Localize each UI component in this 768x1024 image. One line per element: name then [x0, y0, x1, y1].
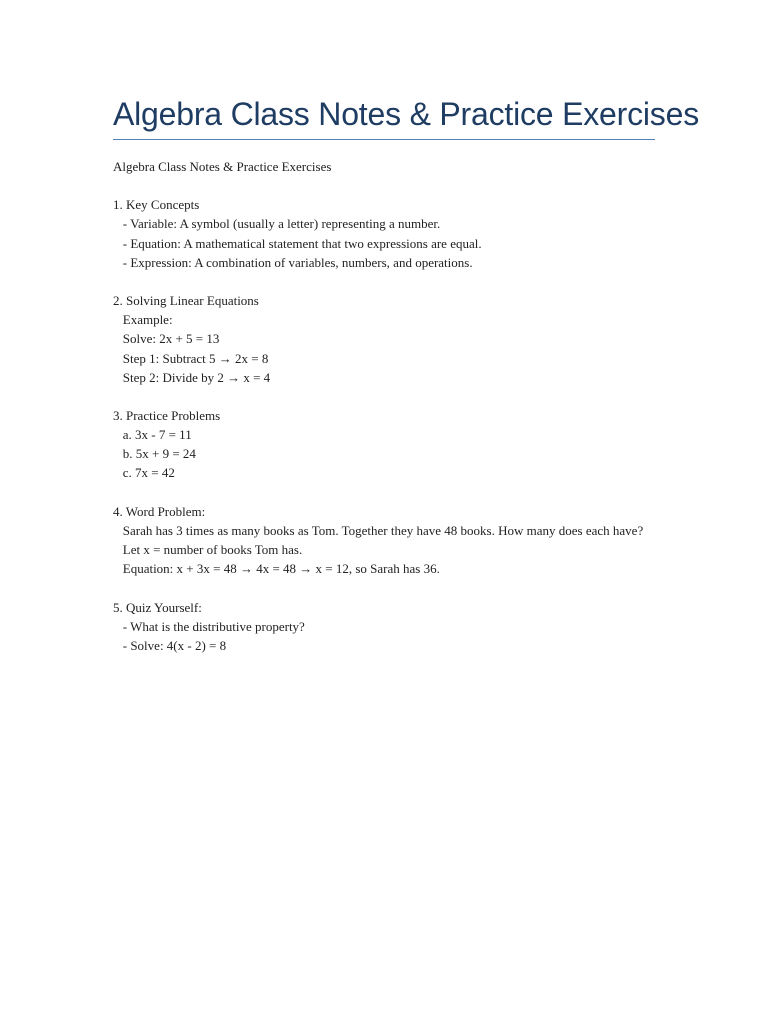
document-line: 3. Practice Problems: [113, 407, 221, 423]
document-line: - What is the distributive property?: [113, 618, 305, 634]
blank-line: [113, 578, 655, 597]
document-line: 1. Key Concepts: [113, 197, 200, 213]
document-line: Step 2: Divide by 2 → x = 4: [113, 369, 271, 385]
document-line: c. 7x = 42: [113, 465, 175, 481]
document-line: - Variable: A symbol (usually a letter) representing a number.: [113, 216, 441, 232]
document-line: - Equation: A mathematical statement that two expressions are equal.: [113, 235, 482, 251]
blank-line: [113, 387, 655, 406]
blank-line: [113, 176, 655, 195]
blank-line: [113, 483, 655, 502]
document-body: [113, 157, 655, 655]
document-line: Step 1: Subtract 5 → 2x = 8: [113, 350, 269, 366]
document-line: 2. Solving Linear Equations: [113, 293, 259, 309]
title-divider: [113, 139, 655, 140]
document-line: 4. Word Problem:: [113, 503, 206, 519]
document-page: [113, 92, 700, 655]
document-line: Equation: x + 3x = 48 → 4x = 48 → x = 12, so Sarah has 36.: [113, 561, 440, 577]
blank-line: [113, 272, 655, 291]
document-line: a. 3x - 7 = 11: [113, 427, 192, 443]
document-line: - Solve: 4(x - 2) = 8: [113, 637, 227, 653]
document-title: Algebra Class Notes & Practice Exercises: [113, 96, 700, 132]
document-line: 5. Quiz Yourself:: [113, 599, 202, 615]
document-line: Solve: 2x + 5 = 13: [113, 331, 220, 347]
document-line: Let x = number of books Tom has.: [113, 542, 303, 558]
document-line: Algebra Class Notes & Practice Exercises: [113, 159, 332, 174]
document-line: Sarah has 3 times as many books as Tom. Together they have 48 books. How many does each have?: [113, 522, 644, 538]
document-line: Example:: [113, 312, 173, 328]
document-line: b. 5x + 9 = 24: [113, 446, 196, 462]
document-line: - Expression: A combination of variables, numbers, and operations.: [113, 254, 473, 270]
